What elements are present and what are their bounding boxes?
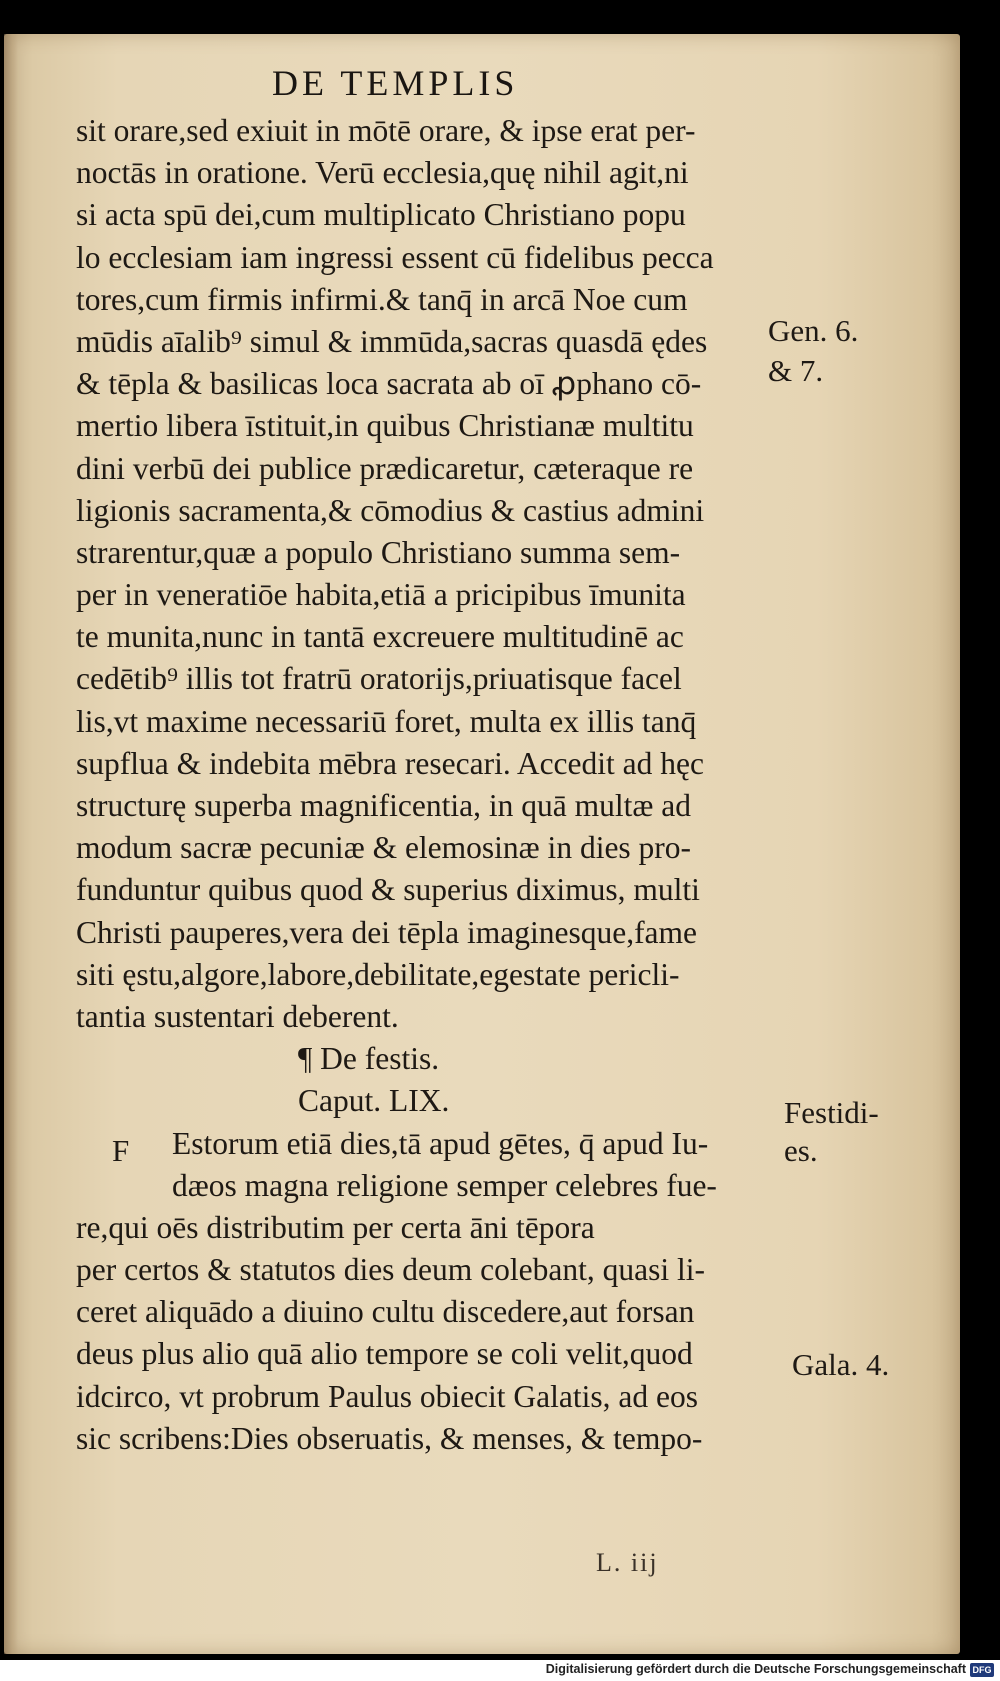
margin-note-festi: Festidi-: [784, 1095, 879, 1130]
text-line: noctās in oratione. Verū ecclesia,quę nihil agit,ni: [76, 155, 689, 191]
running-head: DE TEMPLIS: [272, 63, 519, 103]
section-heading: ¶ De festis.: [298, 1041, 440, 1077]
body-text: [76, 110, 776, 1460]
page-binding-edge: [4, 34, 18, 1654]
signature-mark: L. iij: [596, 1548, 659, 1577]
text-line: structurę superba magnificentia, in quā multæ ad: [76, 788, 691, 823]
dfg-logo-icon: DFG: [970, 1663, 994, 1677]
margin-note-gen: Gen. 6.: [768, 313, 859, 348]
text-line: per certos & statutos dies deum colebant, quasi li-: [76, 1252, 705, 1288]
margin-note-gen-cont: & 7.: [768, 353, 824, 388]
text-line: sic scribens:Dies obseruatis, & menses, & tempo-: [76, 1420, 703, 1456]
text-line: supflua & indebita mēbra resecari. Accedit ad hęc: [76, 745, 704, 781]
text-line: funduntur quibus quod & superius diximus, multi: [76, 872, 700, 908]
footer-bar: [0, 1660, 1000, 1681]
text-line: te munita,nunc in tantā excreuere multitudinē ac: [76, 619, 684, 655]
text-line: mūdis aīalib⁹ simul & immūda,sacras quasdā ędes: [76, 323, 708, 359]
text-line: idcirco, vt probrum Paulus obiecit Galatis, ad eos: [76, 1378, 698, 1414]
text-line: re,qui oēs distributim per certa āni tēpora: [76, 1209, 595, 1245]
text-line: lis,vt maxime necessariū foret, multa ex illis tanq̄: [76, 703, 697, 739]
text-line: si acta spū dei,cum multiplicato Christiano popu: [76, 197, 686, 233]
text-line: lo ecclesiam iam ingressi essent cū fidelibus pecca: [76, 239, 714, 275]
text-line: tantia sustentari deberent.: [76, 998, 399, 1034]
margin-note-festi-cont: es.: [784, 1133, 818, 1168]
text-line: deus plus alio quā alio tempore se coli velit,quod: [76, 1336, 693, 1372]
text-line: Christi pauperes,vera dei tēpla imaginesque,fame: [76, 914, 698, 950]
text-line: Estorum etiā dies,tā apud gētes, q̄ apud Iu-: [172, 1125, 709, 1161]
section-letter: F: [112, 1133, 130, 1168]
text-line: cedētib⁹ illis tot fratrū oratorijs,priuatisque facel: [76, 661, 682, 697]
margin-note-gala: Gala. 4.: [792, 1347, 890, 1382]
text-line: ceret aliquādo a diuino cultu discedere,aut forsan: [76, 1294, 695, 1330]
chapter-heading: Caput. LIX.: [298, 1083, 450, 1119]
text-line: per in veneratiōe habita,etiā a pricipibus īmunita: [76, 577, 686, 613]
text-line: modum sacræ pecuniæ & elemosinæ in dies pro-: [76, 830, 692, 866]
text-line: sit orare,sed exiuit in mōtē orare, & ipse erat per-: [76, 113, 696, 148]
text-line: ligionis sacramenta,& cōmodius & castius admini: [76, 492, 705, 528]
text-line: siti ęstu,algore,labore,debilitate,egestate pericli-: [76, 956, 680, 992]
funding-credit: Digitalisierung gefördert durch die Deutsche Forschungsgemeinschaft: [545, 1662, 966, 1676]
text-line: strarentur,quæ a populo Christiano summa sem-: [76, 534, 681, 570]
text-line: mertio libera īstituit,in quibus Christianæ multitu: [76, 408, 694, 444]
text-line: dæos magna religione semper celebres fue-: [172, 1167, 717, 1203]
text-line: tores,cum firmis infirmi.& tanq̄ in arcā Noe cum: [76, 281, 688, 317]
text-line: & tēpla & basilicas loca sacrata ab oī ꝓphano cō-: [76, 366, 702, 402]
text-line: dini verbū dei publice prædicaretur, cæteraque re: [76, 450, 694, 486]
